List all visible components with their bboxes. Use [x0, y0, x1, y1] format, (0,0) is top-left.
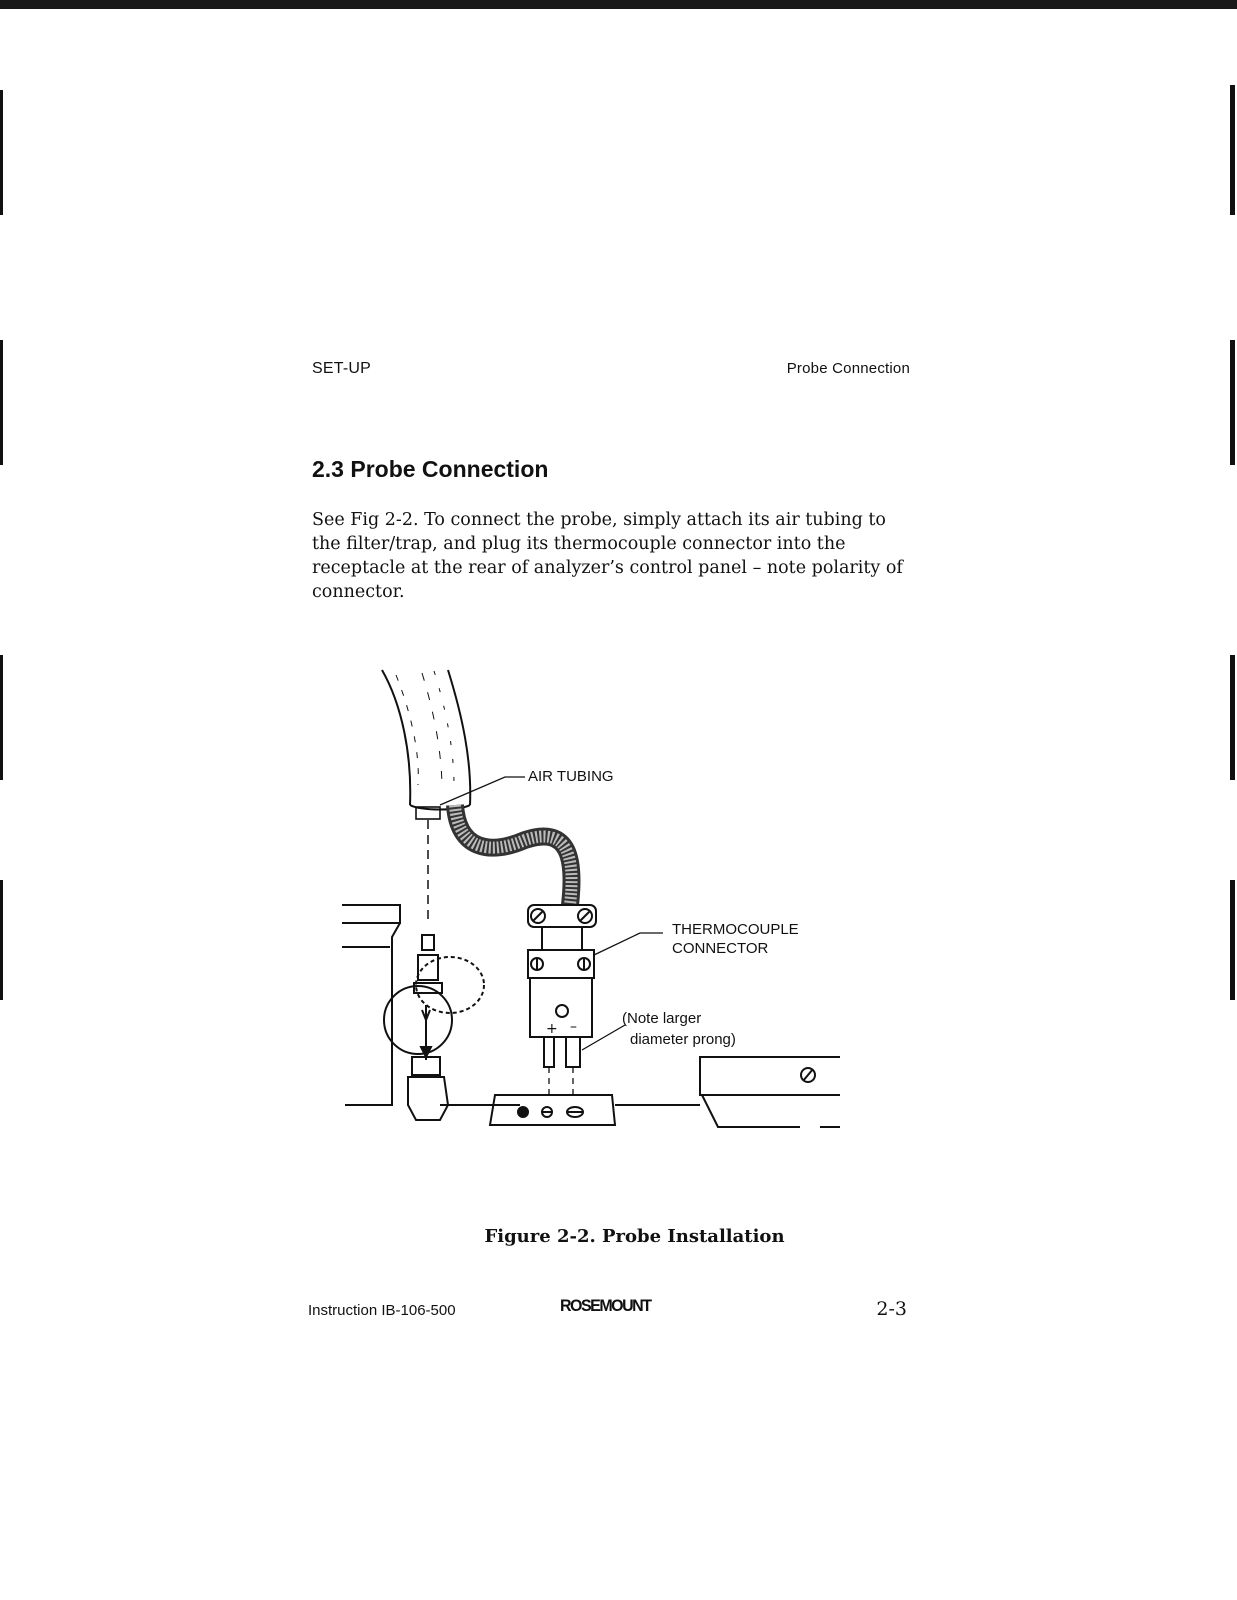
binder-mark — [0, 340, 3, 465]
running-header-left: SET-UP — [312, 360, 371, 377]
prong-note-line2: diameter prong) — [630, 1031, 736, 1048]
thermocouple-label-line2: CONNECTOR — [672, 940, 769, 957]
page-number: 2-3 — [876, 1298, 907, 1320]
figure-caption: Figure 2-2. Probe Installation — [484, 1226, 785, 1247]
receptacle-plate — [490, 1095, 615, 1125]
rosemount-logo: ROSEMOUNT — [560, 1297, 651, 1316]
probe-installation-drawing — [330, 665, 870, 1175]
scan-top-edge — [0, 0, 1237, 9]
binder-mark — [1230, 85, 1235, 215]
prong-note-line1: (Note larger — [622, 1010, 702, 1027]
binder-mark — [0, 655, 3, 780]
running-header-right: Probe Connection — [786, 360, 910, 377]
binder-mark — [1230, 655, 1235, 780]
binder-mark — [0, 90, 3, 215]
thermocouple-cable — [455, 805, 572, 905]
binder-mark — [1230, 880, 1235, 1000]
air-tubing-hose — [382, 670, 470, 819]
binder-mark — [1230, 340, 1235, 465]
filter-trap — [384, 935, 484, 1120]
cabinet-outline — [342, 905, 700, 1105]
svg-text:–: – — [570, 1019, 577, 1035]
analyzer-bracket — [700, 1057, 840, 1127]
svg-text:+: + — [546, 1021, 558, 1037]
footer-instruction: Instruction IB-106-500 — [308, 1302, 456, 1319]
air-tubing-label: AIR TUBING — [528, 768, 614, 785]
thermocouple-label-line1: THERMOCOUPLE — [672, 921, 799, 938]
thermocouple-leader — [594, 933, 663, 955]
section-title: 2.3 Probe Connection — [312, 456, 549, 482]
probe-installation-figure — [330, 665, 870, 1175]
section-body: See Fig 2-2. To connect the probe, simply attach its air tubing to the filter/trap, and plug its thermocouple connector into the receptacle at the rear of analyzer’s control panel – note polarity of connector. — [312, 510, 903, 602]
thermocouple-connector — [528, 905, 596, 1067]
binder-mark — [0, 880, 3, 1000]
air-tubing-leader — [440, 777, 525, 805]
